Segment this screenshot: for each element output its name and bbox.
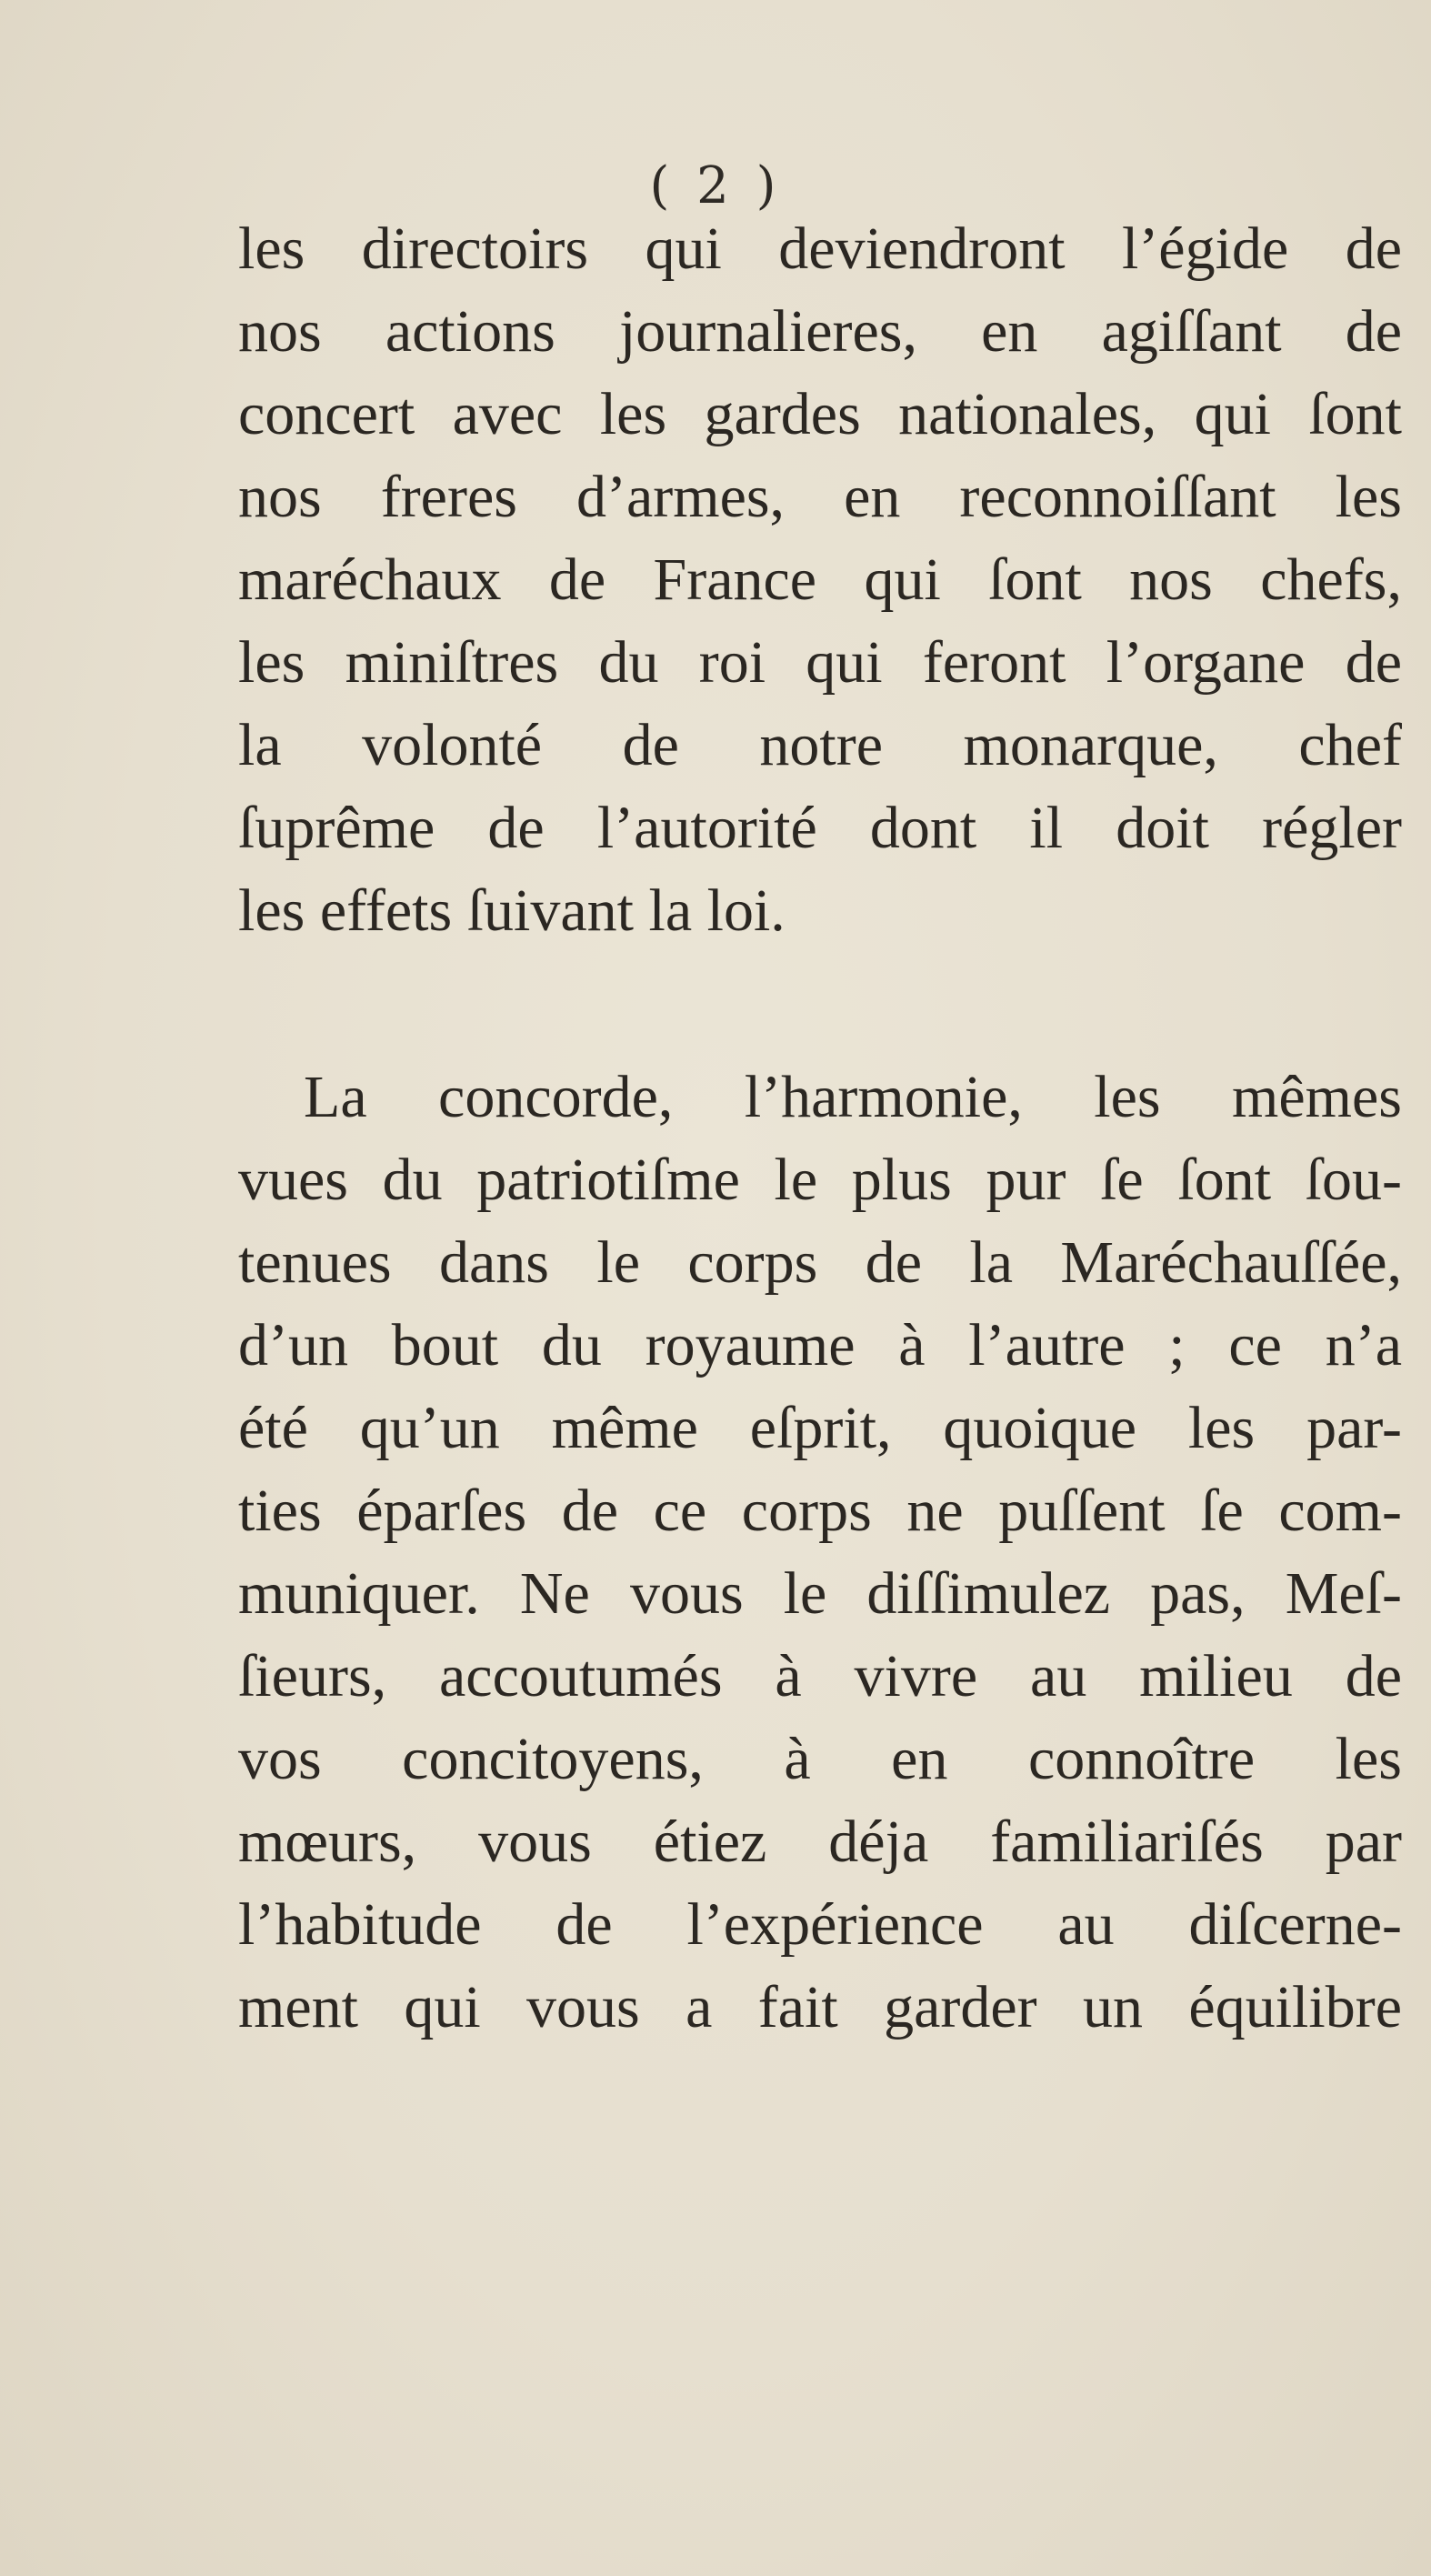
text-line: ſieurs, accoutumés à vivre au milieu de (238, 1643, 1402, 1709)
text-line: ties éparſes de ce corps ne puſſent ſe com- (238, 1478, 1402, 1544)
text-line: nos freres d’armes, en reconnoiſſant les (238, 464, 1402, 530)
paragraph-2 (238, 1056, 1402, 2049)
text-line: la volonté de notre monarque, chef (238, 712, 1402, 778)
text-line: vos concitoyens, à en connoître les (238, 1726, 1402, 1792)
body-text (238, 207, 1402, 2049)
text-line: maréchaux de France qui ſont nos chefs, (238, 546, 1402, 613)
text-line: l’habitude de l’expérience au diſcerne- (238, 1891, 1402, 1958)
text-line: mœurs, vous étiez déja familiariſés par (238, 1809, 1402, 1875)
text-line: muniquer. Ne vous le diſſimulez pas, Meſ- (238, 1560, 1402, 1627)
paragraph-1 (238, 207, 1402, 952)
text-line: nos actions journalieres, en agiſſant de (238, 298, 1402, 365)
text-line: été qu’un même eſprit, quoique les par- (238, 1395, 1402, 1461)
paragraph-gap (238, 952, 1402, 1056)
text-line: vues du patriotiſme le plus pur ſe ſont ſou- (238, 1147, 1402, 1213)
text-line: La concorde, l’harmonie, les mêmes (304, 1064, 1402, 1130)
text-line: concert avec les gardes nationales, qui ſont (238, 381, 1402, 447)
text-line: tenues dans le corps de la Maréchauſſée, (238, 1229, 1402, 1296)
page-number: ( 2 ) (649, 156, 782, 216)
text-line: les directoirs qui deviendront l’égide de (238, 216, 1402, 282)
text-line: les miniſtres du roi qui feront l’organe de (238, 629, 1402, 696)
text-line: les effets ſuivant la loi. (238, 877, 786, 944)
text-line: ſuprême de l’autorité dont il doit régler (238, 795, 1402, 861)
text-line: ment qui vous a fait garder un équilibre (238, 1974, 1402, 2040)
text-line: d’un bout du royaume à l’autre ; ce n’a (238, 1312, 1402, 1378)
